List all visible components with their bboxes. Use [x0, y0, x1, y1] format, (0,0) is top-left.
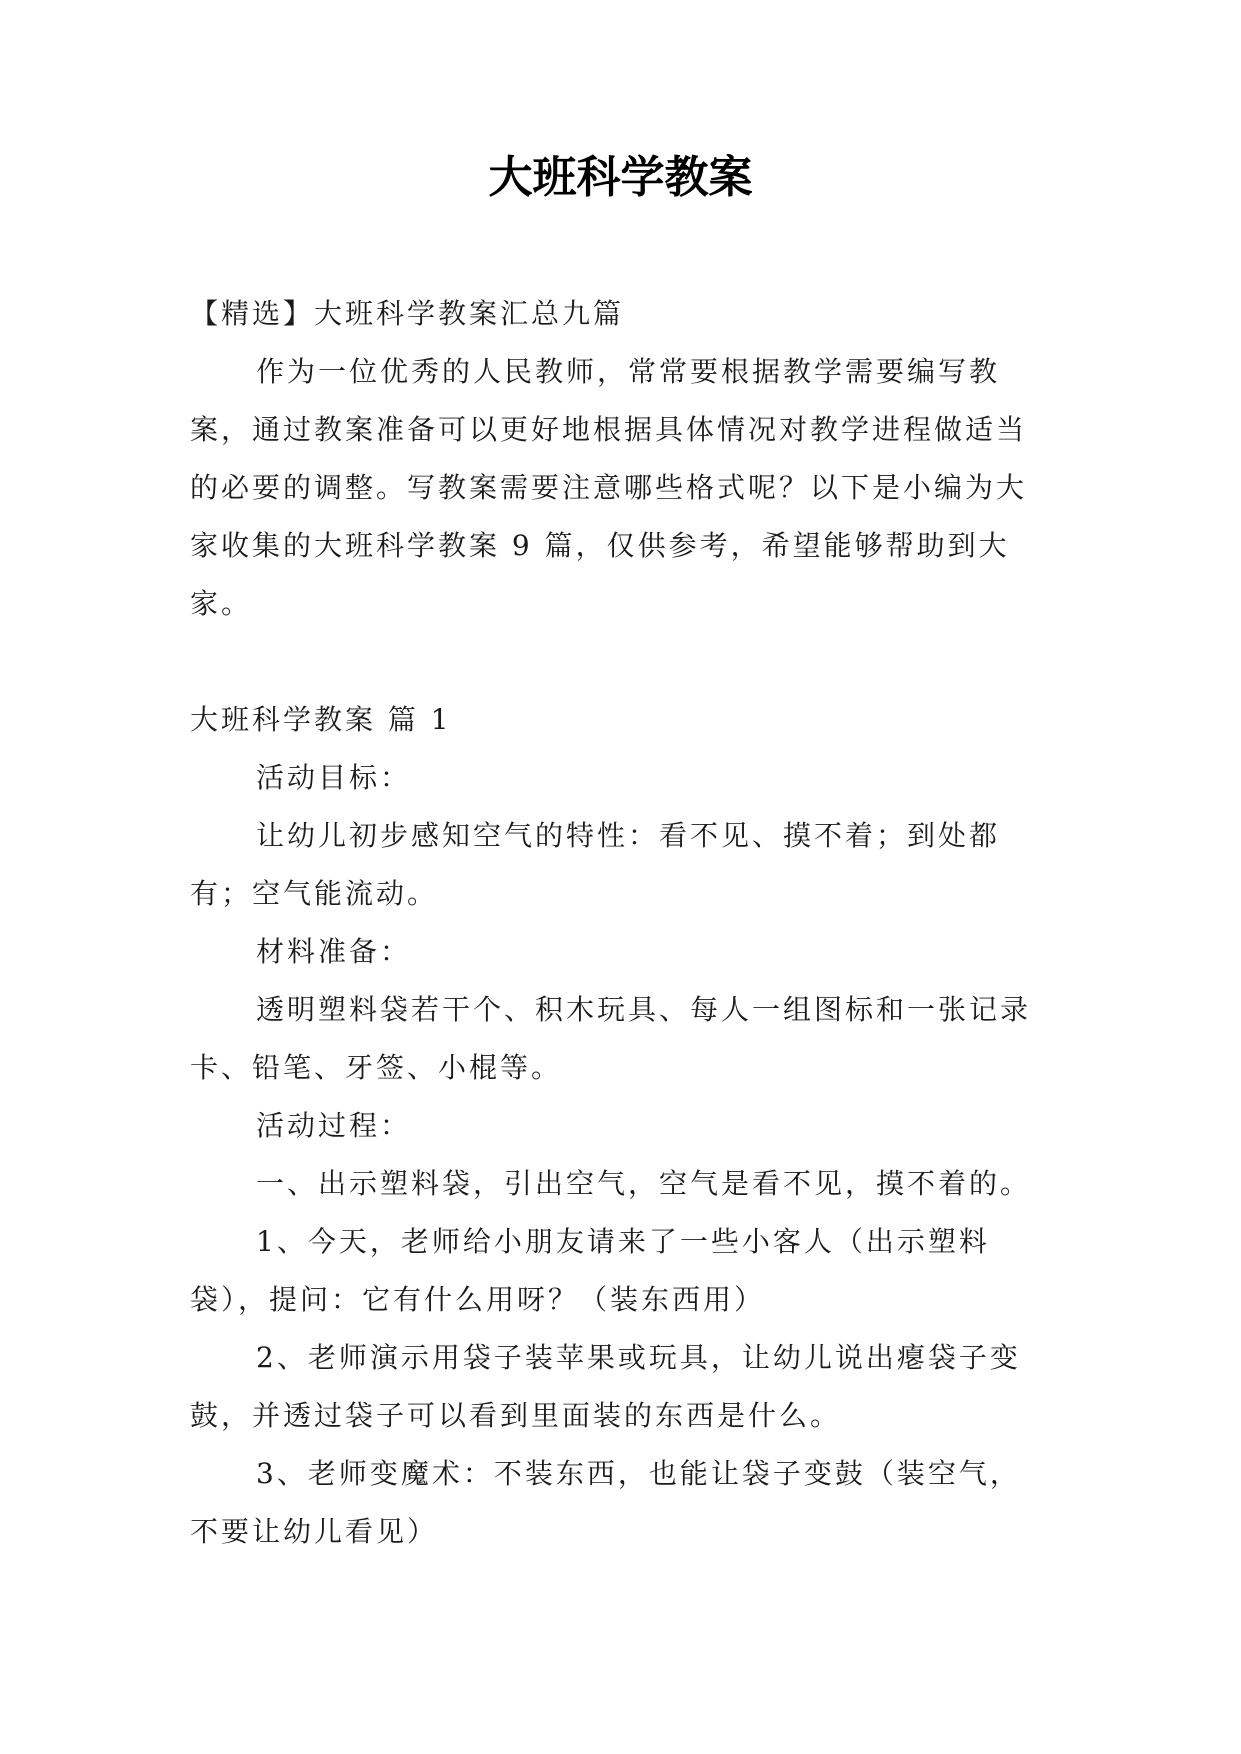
document-body: [190, 285, 1050, 1561]
paragraph: 活动目标：: [256, 761, 412, 794]
document-subtitle: 【精选】大班科学教案汇总九篇: [190, 297, 625, 330]
paragraph: 1、今天，老师给小朋友请来了一些小客人（出示塑料袋），提问：它有什么用呀？（装东西用）: [190, 1225, 990, 1316]
paragraph: 2、老师演示用袋子装苹果或玩具，让幼儿说出瘪袋子变鼓，并透过袋子可以看到里面装的东西是什么。: [190, 1341, 1021, 1432]
paragraph: 透明塑料袋若干个、积木玩具、每人一组图标和一张记录卡、铅笔、牙签、小棍等。: [190, 993, 1032, 1084]
paragraph: 3、老师变魔术：不装东西，也能让袋子变鼓（装空气，不要让幼儿看见）: [190, 1457, 1021, 1548]
page-title: 大班科学教案: [488, 152, 753, 203]
paragraph: 活动过程：: [256, 1109, 412, 1142]
intro-paragraph: 作为一位优秀的人民教师，常常要根据教学需要编写教案，通过教案准备可以更好地根据具体情况对教学进程做适当的必要的调整。写教案需要注意哪些格式呢？以下是小编为大家收集的大班科学教案 9 篇，仅供参考，希望能够帮助到大家。: [190, 355, 1028, 620]
section-spacer: [190, 633, 1050, 691]
section-heading: 大班科学教案 篇 1: [190, 703, 452, 736]
paragraph: 一、出示塑料袋，引出空气，空气是看不见，摸不着的。: [256, 1167, 1032, 1200]
paragraph: 让幼儿初步感知空气的特性：看不见、摸不着；到处都有；空气能流动。: [190, 819, 1001, 910]
paragraph: 材料准备：: [256, 935, 412, 968]
